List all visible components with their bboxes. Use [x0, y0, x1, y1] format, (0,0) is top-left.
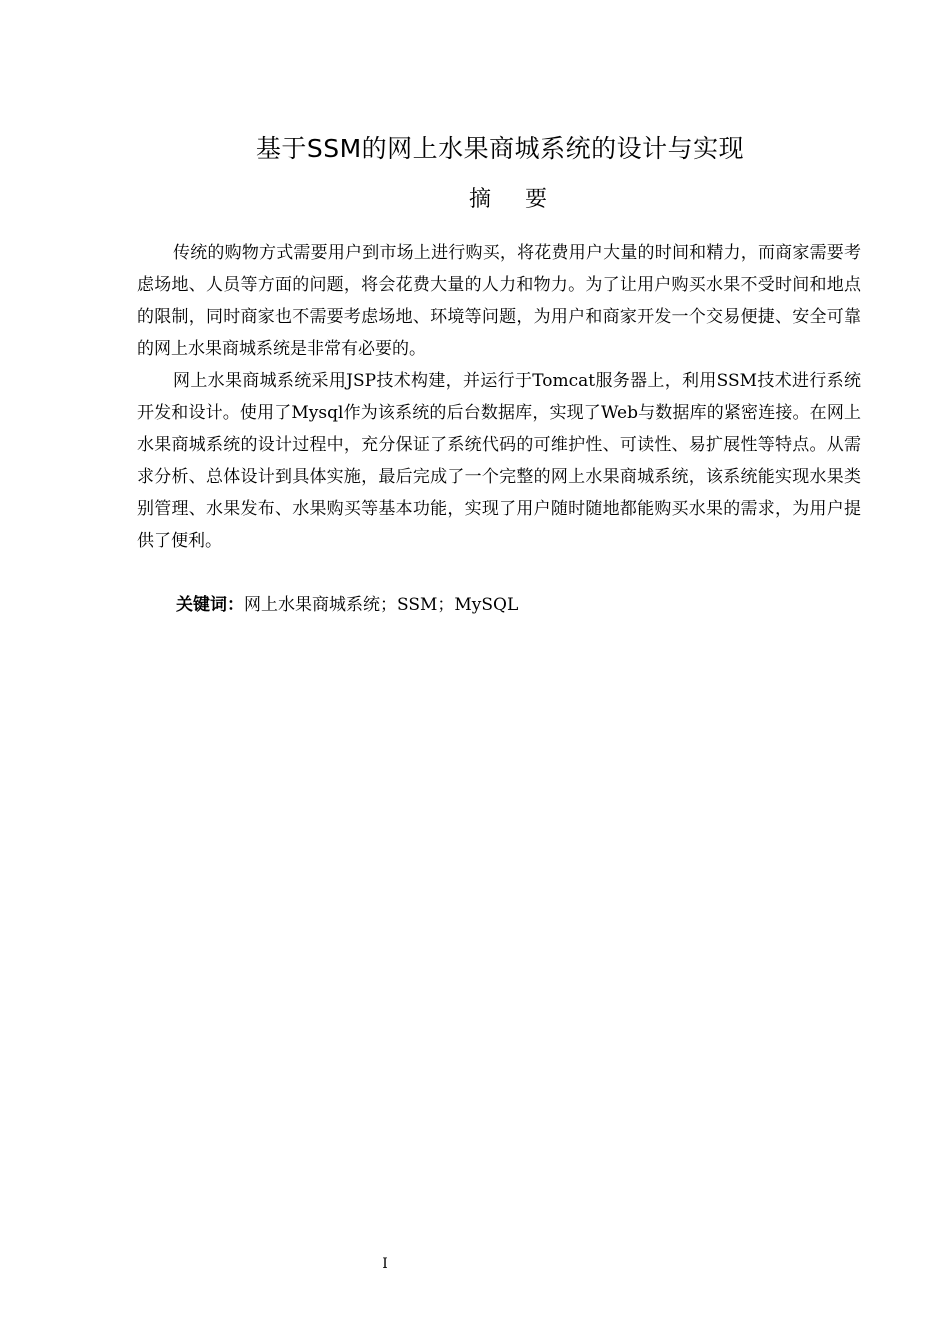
abstract-heading: 摘要: [468, 187, 581, 212]
abstract-body: [137, 237, 861, 557]
abstract-paragraph-1: 传统的购物方式需要用户到市场上进行购买，将花费用户大量的时间和精力，而商家需要考虑场地、人员等方面的问题，将会花费大量的人力和物力。为了让用户购买水果不受时间和地点的限制，同时商家也不需要考虑场地、环境等问题，为用户和商家开发一个交易便捷、安全可靠的网上水果商城系统是非常有必要的。: [137, 243, 861, 359]
page-number: I: [382, 1256, 388, 1272]
keywords-line: [176, 591, 518, 619]
paper-title: 基于SSM的网上水果商城系统的设计与实现: [255, 134, 745, 163]
keywords-value: 网上水果商城系统；SSM；MySQL: [244, 595, 519, 615]
abstract-paragraph-2: 网上水果商城系统采用JSP技术构建，并运行于Tomcat服务器上，利用SSM技术进行系统开发和设计。使用了Mysql作为该系统的后台数据库，实现了Web与数据库的紧密连接。在网上水果商城系统的设计过程中，充分保证了系统代码的可维护性、可读性、易扩展性等特点。从需求分析、总体设计到具体实施，最后完成了一个完整的网上水果商城系统，该系统能实现水果类别管理、水果发布、水果购买等基本功能，实现了用户随时随地都能购买水果的需求，为用户提供了便利。: [137, 371, 861, 551]
keywords-label: 关键词：: [176, 595, 244, 615]
